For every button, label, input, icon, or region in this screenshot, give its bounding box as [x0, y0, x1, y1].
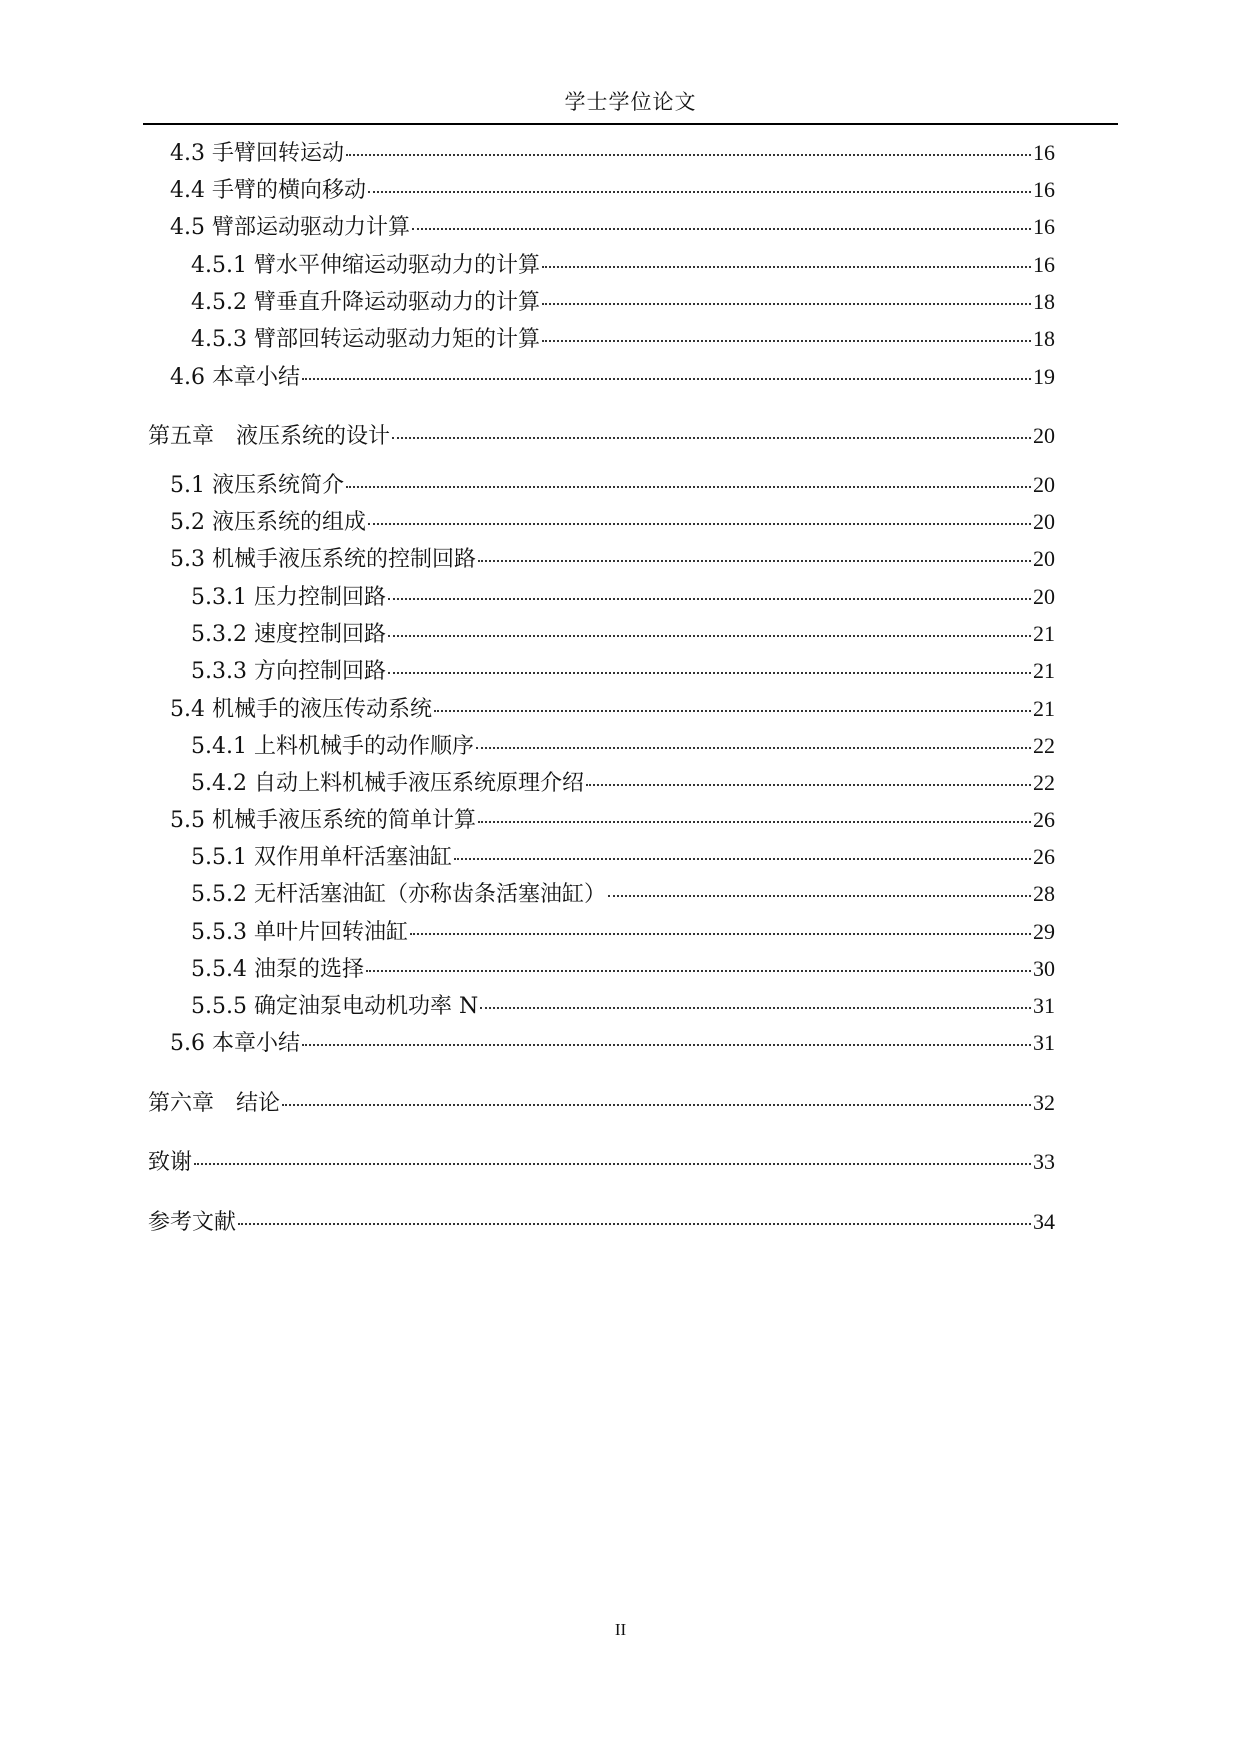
toc-dot-leader: [388, 635, 1031, 637]
toc-entry-page: 26: [1033, 844, 1055, 869]
toc-entry-page: 20: [1033, 472, 1055, 497]
toc-entry[interactable]: [191, 324, 1055, 355]
toc-entry[interactable]: [191, 582, 1055, 613]
toc-dot-leader: [282, 1104, 1031, 1106]
toc-entry[interactable]: [170, 175, 1055, 206]
toc-dot-leader: [346, 154, 1031, 156]
toc-entry[interactable]: [191, 917, 1055, 948]
toc-dot-leader: [542, 340, 1031, 342]
toc-dot-leader: [476, 747, 1031, 749]
toc-entry-title: 第六章 结论: [148, 1091, 281, 1116]
toc-dot-leader: [586, 784, 1031, 786]
toc-dot-leader: [346, 486, 1031, 488]
toc-entry[interactable]: [191, 954, 1055, 985]
toc-entry[interactable]: [148, 1207, 1055, 1238]
toc-entry-page: 21: [1033, 696, 1055, 721]
toc-entry-page: 20: [1033, 584, 1055, 609]
toc-entry[interactable]: [170, 1028, 1055, 1059]
toc-entry-page: 28: [1033, 881, 1055, 906]
toc-entry-title: 4.6 本章小结: [170, 365, 300, 390]
toc-entry[interactable]: [170, 694, 1055, 725]
toc-dot-leader: [478, 560, 1031, 562]
toc-dot-leader: [608, 895, 1031, 897]
toc-entry-page: 31: [1033, 993, 1055, 1018]
toc-entry-title: 5.3.3 方向控制回路: [191, 659, 386, 684]
toc-entry-title: 4.5.3 臂部回转运动驱动力矩的计算: [191, 327, 540, 352]
toc-entry-page: 16: [1033, 252, 1055, 277]
toc-dot-leader: [480, 1007, 1031, 1009]
toc-entry-title: 5.3 机械手液压系统的控制回路: [170, 547, 476, 572]
toc-dot-leader: [392, 437, 1031, 439]
toc-entry[interactable]: [170, 805, 1055, 836]
toc-entry-title: 致谢: [148, 1150, 193, 1175]
toc-entry[interactable]: [170, 212, 1055, 243]
page-header-title: 学士学位论文: [564, 90, 697, 114]
toc-entry-page: 16: [1033, 214, 1055, 239]
toc-entry-page: 33: [1033, 1149, 1055, 1174]
toc-dot-leader: [388, 598, 1031, 600]
toc-entry-page: 20: [1033, 509, 1055, 534]
toc-entry-title: 5.5.2 无杆活塞油缸（亦称齿条活塞油缸）: [191, 882, 606, 907]
toc-entry-title: 4.5.2 臂垂直升降运动驱动力的计算: [191, 290, 540, 315]
toc-entry-page: 16: [1033, 140, 1055, 165]
toc-entry-title: 5.3.1 压力控制回路: [191, 585, 386, 610]
toc-entry-page: 20: [1033, 423, 1055, 448]
toc-dot-leader: [302, 378, 1031, 380]
toc-entry[interactable]: [191, 842, 1055, 873]
toc-entry-title: 5.2 液压系统的组成: [170, 510, 366, 535]
toc-entry[interactable]: [191, 879, 1055, 910]
toc-dot-leader: [368, 523, 1031, 525]
toc-entry-title: 5.5 机械手液压系统的简单计算: [170, 808, 476, 833]
toc-entry-title: 5.3.2 速度控制回路: [191, 622, 386, 647]
toc-entry[interactable]: [191, 287, 1055, 318]
toc-entry-page: 18: [1033, 289, 1055, 314]
toc-dot-leader: [366, 970, 1031, 972]
toc-dot-leader: [412, 228, 1031, 230]
toc-dot-leader: [434, 710, 1031, 712]
toc-entry[interactable]: [148, 1147, 1055, 1178]
toc-entry[interactable]: [148, 421, 1055, 452]
toc-entry-title: 5.4.1 上料机械手的动作顺序: [191, 734, 474, 759]
toc-entry-page: 26: [1033, 807, 1055, 832]
toc-entry-page: 19: [1033, 364, 1055, 389]
toc-entry-page: 22: [1033, 770, 1055, 795]
toc-entry[interactable]: [170, 544, 1055, 575]
toc-entry-title: 5.4.2 自动上料机械手液压系统原理介绍: [191, 771, 584, 796]
toc-dot-leader: [410, 933, 1031, 935]
toc-entry[interactable]: [170, 507, 1055, 538]
toc-entry[interactable]: [170, 470, 1055, 501]
toc-entry-title: 4.4 手臂的横向移动: [170, 178, 366, 203]
toc-entry-page: 31: [1033, 1030, 1055, 1055]
toc-entry[interactable]: [170, 138, 1055, 169]
toc-entry-title: 5.5.3 单叶片回转油缸: [191, 920, 408, 945]
toc-dot-leader: [194, 1163, 1031, 1165]
toc-entry[interactable]: [191, 656, 1055, 687]
toc-entry-title: 第五章 液压系统的设计: [148, 424, 391, 449]
toc-entry[interactable]: [148, 1088, 1055, 1119]
toc-dot-leader: [238, 1223, 1031, 1225]
toc-entry-page: 21: [1033, 658, 1055, 683]
toc-entry[interactable]: [191, 250, 1055, 281]
toc-entry-title: 5.6 本章小结: [170, 1031, 300, 1056]
toc-entry-page: 29: [1033, 919, 1055, 944]
toc-dot-leader: [542, 303, 1031, 305]
toc-entry-title: 5.1 液压系统简介: [170, 473, 344, 498]
toc-entry-title: 4.3 手臂回转运动: [170, 141, 344, 166]
toc-entry-page: 21: [1033, 621, 1055, 646]
toc-dot-leader: [454, 858, 1031, 860]
toc-entry-page: 30: [1033, 956, 1055, 981]
page-number: II: [614, 1620, 627, 1639]
toc-entry-title: 5.5.1 双作用单杆活塞油缸: [191, 845, 452, 870]
toc-dot-leader: [478, 821, 1031, 823]
toc-dot-leader: [302, 1044, 1031, 1046]
toc-dot-leader: [542, 266, 1031, 268]
toc-entry-page: 34: [1033, 1209, 1055, 1234]
toc-entry-title: 5.5.4 油泵的选择: [191, 957, 364, 982]
toc-entry-title: 4.5.1 臂水平伸缩运动驱动力的计算: [191, 253, 540, 278]
toc-entry-title: 5.5.5 确定油泵电动机功率 N: [191, 994, 479, 1019]
toc-entry[interactable]: [191, 991, 1055, 1022]
toc-dot-leader: [368, 191, 1031, 193]
toc-dot-leader: [388, 672, 1031, 674]
toc-entry-title: 5.4 机械手的液压传动系统: [170, 697, 432, 722]
toc-entry[interactable]: [191, 768, 1055, 799]
toc-entry-page: 16: [1033, 177, 1055, 202]
toc-entry-page: 18: [1033, 326, 1055, 351]
toc-entry[interactable]: [191, 619, 1055, 650]
toc-entry-title: 参考文献: [148, 1210, 237, 1235]
toc-entry-title: 4.5 臂部运动驱动力计算: [170, 215, 410, 240]
toc-entry-page: 22: [1033, 733, 1055, 758]
toc-entry[interactable]: [191, 731, 1055, 762]
toc-entry-page: 32: [1033, 1090, 1055, 1115]
toc-entry[interactable]: [170, 362, 1055, 393]
toc-entry-page: 20: [1033, 546, 1055, 571]
